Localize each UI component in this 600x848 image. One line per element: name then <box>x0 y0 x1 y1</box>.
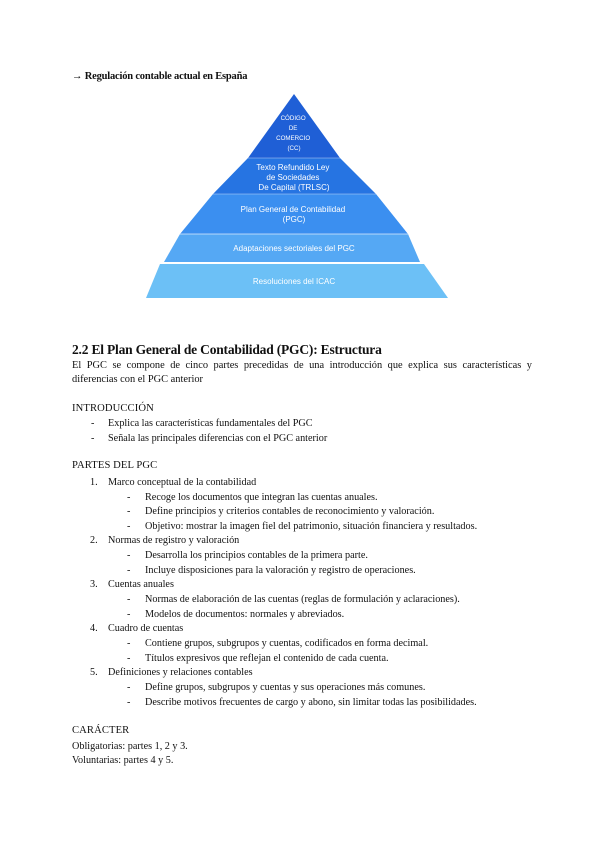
svg-text:Resoluciones del ICAC <box>253 277 335 286</box>
intro-dash: - <box>91 433 95 444</box>
sub-item: Modelos de documentos: normales y abreviados. <box>145 609 345 620</box>
sub-dash: - <box>127 521 131 532</box>
caracter-label: CARÁCTER <box>72 725 130 736</box>
sub-item: Define grupos, subgrupos y cuentas y sus operaciones más comunes. <box>145 682 426 693</box>
sub-dash: - <box>127 682 131 693</box>
sub-dash: - <box>127 565 131 576</box>
pyr-l5-line1: Resoluciones del ICAC <box>252 277 336 286</box>
svg-text:Texto Refundido Ley de Soc <box>256 163 331 192</box>
pyr-l3-line1: Plan General de Contabilidad <box>240 205 346 214</box>
intro-item: Explica las características fundamentales del PGC <box>108 418 313 429</box>
sub-item: Define principios y criterios contables de reconocimiento y valoración. <box>145 506 435 517</box>
intro-item: Señala las principales diferencias con el PGC anterior <box>108 433 328 444</box>
part-number: 5. <box>90 667 98 678</box>
sub-dash: - <box>127 653 131 664</box>
caracter-obligatorias: Obligatorias: partes 1, 2 y 3. <box>72 741 188 752</box>
part-number: 2. <box>90 535 98 546</box>
sub-item: Describe motivos frecuentes de cargo y abono, sin limitar todas las posibilidades. <box>145 697 477 708</box>
part-number: 3. <box>90 579 98 590</box>
sub-dash: - <box>127 697 131 708</box>
sub-item: Contiene grupos, subgrupos y cuentas, codificados en forma decimal. <box>145 638 429 649</box>
pyr-l2-line2: de Sociedades <box>266 173 320 182</box>
part-title: Definiciones y relaciones contables <box>108 667 253 678</box>
diagram-heading: → Regulación contable actual en España <box>72 71 248 82</box>
sub-item: Recoge los documentos que integran las cuentas anuales. <box>145 492 378 503</box>
pyr-l1-line3: COMERCIO <box>276 135 311 142</box>
section-title: 2.2 El Plan General de Contabilidad (PGC): Estructura <box>72 342 382 357</box>
sub-item: Incluye disposiciones para la valoración y registro de operaciones. <box>145 565 416 576</box>
pyr-l1-line4: (CC) <box>287 145 301 152</box>
sub-dash: - <box>127 594 131 605</box>
part-title: Cuadro de cuentas <box>108 623 184 634</box>
part-number: 4. <box>90 623 98 634</box>
pyr-l1-line2: DE <box>288 125 298 132</box>
section-intro: El PGC se compone de cinco partes precedidas de una introducción que explica sus características y diferencias con el PGC anterior <box>72 360 532 385</box>
sub-dash: - <box>127 492 131 503</box>
pyr-l2-line3: De Capital (TRLSC) <box>258 183 330 192</box>
intro-dash: - <box>91 418 95 429</box>
sub-dash: - <box>127 638 131 649</box>
introduccion-label: INTRODUCCIÓN <box>72 403 154 414</box>
part-title: Marco conceptual de la contabilidad <box>108 477 257 488</box>
part-title: Normas de registro y valoración <box>108 535 240 546</box>
sub-item: Títulos expresivos que reflejan el contenido de cada cuenta. <box>145 653 389 664</box>
part-title: Cuentas anuales <box>108 579 174 590</box>
sub-item: Desarrolla los principios contables de la primera parte. <box>145 550 368 561</box>
pyr-l3-line2: (PGC) <box>282 215 306 224</box>
sub-item: Normas de elaboración de las cuentas (reglas de formulación y aclaraciones). <box>145 594 460 605</box>
pyr-l2-line1: Texto Refundido Ley <box>256 163 330 172</box>
regulation-pyramid <box>140 94 452 300</box>
sub-dash: - <box>127 609 131 620</box>
pyr-l4-line1: Adaptaciones sectoriales del PGC <box>233 244 355 253</box>
caracter-voluntarias: Voluntarias: partes 4 y 5. <box>72 755 174 766</box>
sub-dash: - <box>127 506 131 517</box>
pyr-l1-line1: CÓDIGO <box>280 115 306 122</box>
sub-item: Objetivo: mostrar la imagen fiel del patrimonio, situación financiera y resultados. <box>145 521 478 532</box>
pyramid-level-pgc <box>180 194 408 234</box>
svg-text:Adaptaciones sectoriales del P <box>233 244 355 253</box>
partes-label: PARTES DEL PGC <box>72 460 158 471</box>
part-number: 1. <box>90 477 98 488</box>
sub-dash: - <box>127 550 131 561</box>
